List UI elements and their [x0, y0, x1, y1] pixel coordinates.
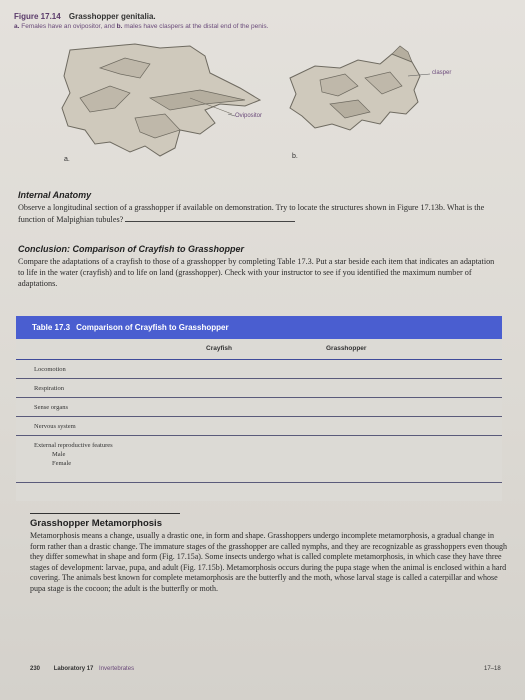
comparison-table — [16, 316, 502, 501]
col-header-grasshopper: Grasshopper — [326, 345, 367, 352]
col-header-crayfish: Crayfish — [206, 345, 233, 352]
section-divider — [30, 513, 180, 514]
caption-a-text: Females have an ovipositor, and — [21, 23, 115, 30]
unit-label: Invertebrates — [99, 666, 135, 672]
figure-name: Grasshopper genitalia. — [68, 12, 156, 21]
conclusion-heading: Conclusion: Comparison of Crayfish to Grasshopper — [18, 244, 245, 254]
internal-anatomy-body: Observe a longitudinal section of a grasshopper if available on demonstration. Try to locate the structures shown in Figure 17.13b. What is the function of Malpighian tubules? — [18, 203, 485, 224]
table-number: Table 17.3 — [32, 323, 71, 332]
table-header — [16, 316, 502, 339]
female-sublabel: Female — [52, 460, 72, 467]
caption-b-text: males have claspers at the distal end of the penis. — [124, 23, 269, 30]
internal-anatomy-heading: Internal Anatomy — [18, 190, 92, 200]
genitalia-illustration — [40, 38, 490, 173]
panel-b-letter: b. — [292, 153, 298, 160]
page-code: 17–18 — [484, 666, 501, 672]
page-footer — [30, 666, 134, 672]
male-sublabel: Male — [52, 451, 66, 458]
table-row[interactable] — [16, 417, 502, 436]
metamorphosis-text: Metamorphosis means a change, usually a drastic one, in form and shape. Grasshoppers undergo incomplete metamorphosis, a gradual change in form rather than a drastic change. The immature stages of the grasshopper are called nymphs, and they are recognizable as grasshoppers even though they differ somewhat in shape and form (Fig. 17.15a). Some insects undergo what is called complete metamorphosis, in which case they have three stages of development: larvae, pupa, and adult (Fig. 17.15b). Metamorphosis occurs during the pupa stage when the animal is enclosed within a hard covering. The animals best known for complete metamorphosis are the butterfly and the moth, whose larval stage is called a caterpillar and whose pupa stage is the cocoon; the adult is the butterfly or moth. — [30, 531, 508, 593]
answer-blank[interactable] — [125, 213, 295, 222]
caption-a-letter: a. — [14, 23, 20, 30]
table-row[interactable] — [16, 360, 502, 379]
figure-number: Figure 17.14 — [14, 12, 61, 21]
figure-title — [14, 12, 156, 21]
row-label: Nervous system — [34, 423, 76, 430]
conclusion-text: Compare the adaptations of a crayfish to those of a grasshopper by completing Table 17.3. Put a star beside each item that indicates an adaptation to life in the water (crayfish) and to life on land (grasshopper). Check with your instructor to see if you identified the maximum number of adaptations. — [18, 257, 495, 288]
table-row[interactable] — [16, 379, 502, 398]
female-ovipositor-drawing — [62, 44, 263, 156]
row-label: Respiration — [34, 385, 64, 392]
metamorphosis-heading: Grasshopper Metamorphosis — [30, 518, 162, 529]
genitalia-figure — [40, 38, 490, 173]
ovipositor-label: Ovipositor — [235, 113, 263, 119]
reproductive-label: External reproductive features — [34, 442, 113, 449]
table-row[interactable] — [16, 436, 502, 483]
clasper-label: clasper — [432, 70, 452, 76]
table-column-headers — [16, 339, 502, 360]
row-label-reproductive — [34, 441, 113, 468]
lab-label: Laboratory 17 — [53, 666, 94, 672]
page-number: 230 — [30, 666, 41, 672]
caption-b-letter: b. — [116, 23, 123, 30]
table-title: Comparison of Crayfish to Grasshopper — [76, 323, 229, 332]
male-clasper-drawing — [290, 46, 420, 130]
row-label: Sense organs — [34, 404, 69, 411]
internal-anatomy-text — [18, 202, 496, 225]
row-label: Locomotion — [34, 366, 66, 373]
table-row[interactable] — [16, 398, 502, 417]
panel-a-letter: a. — [64, 156, 70, 163]
figure-caption — [14, 23, 268, 30]
